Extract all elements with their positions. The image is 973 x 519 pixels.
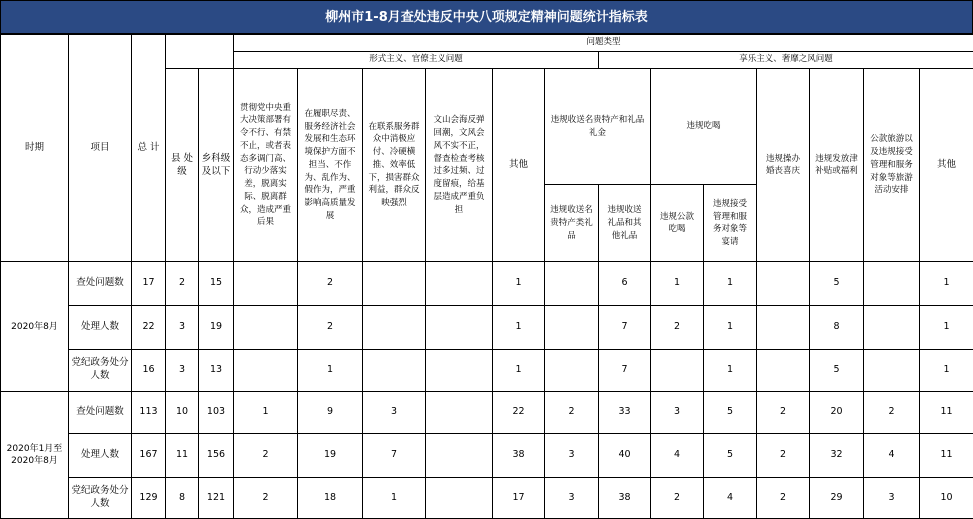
data-cell: 2 <box>234 433 298 477</box>
header-total: 总 计 <box>132 35 166 262</box>
data-cell: 5 <box>810 262 864 305</box>
data-cell <box>864 262 920 305</box>
data-cell <box>545 305 599 349</box>
header-gifts-other: 违规收送礼品和其他礼品 <box>599 185 651 262</box>
data-cell: 9 <box>298 391 363 433</box>
header-formalism-duty: 在履职尽责、服务经济社会发展和生态环境保护方面不担当、不作为、乱作为、假作为，严重影响高质量发展 <box>298 69 363 262</box>
data-cell: 8 <box>166 477 199 518</box>
header-gifts-specialty: 违规收送名贵特产类礼品 <box>545 185 599 262</box>
row-item-label: 处理人数 <box>69 305 132 349</box>
data-cell: 2 <box>545 391 599 433</box>
data-cell: 1 <box>651 262 704 305</box>
data-cell <box>864 305 920 349</box>
table-row <box>1 433 973 477</box>
data-cell: 2 <box>298 262 363 305</box>
data-cell: 10 <box>166 391 199 433</box>
data-cell: 11 <box>166 433 199 477</box>
data-cell: 3 <box>363 391 426 433</box>
header-hedonism-other: 其他 <box>920 69 973 262</box>
data-cell: 10 <box>920 477 973 518</box>
data-cell: 5 <box>704 391 757 433</box>
header-dining-public: 违规公款吃喝 <box>651 185 704 262</box>
row-item-label: 查处问题数 <box>69 262 132 305</box>
data-cell: 1 <box>704 262 757 305</box>
data-cell: 1 <box>493 349 545 391</box>
data-cell <box>545 262 599 305</box>
data-cell: 4 <box>651 433 704 477</box>
data-cell: 121 <box>199 477 234 518</box>
data-cell: 2 <box>651 305 704 349</box>
data-cell: 8 <box>810 305 864 349</box>
data-cell: 2 <box>234 477 298 518</box>
header-problem-type: 问题类型 <box>234 35 973 52</box>
header-formalism-meetings: 文山会海反弹回潮，文风会风不实不正，督查检查考核过多过频、过度留痕，给基层造成严重负担 <box>426 69 493 262</box>
row-item-label: 党纪政务处分人数 <box>69 349 132 391</box>
data-cell: 1 <box>704 305 757 349</box>
data-cell: 167 <box>132 433 166 477</box>
data-cell: 16 <box>132 349 166 391</box>
data-cell: 3 <box>864 477 920 518</box>
data-cell <box>363 262 426 305</box>
data-cell: 38 <box>493 433 545 477</box>
data-cell: 2 <box>166 262 199 305</box>
header-formalism-other: 其他 <box>493 69 545 262</box>
data-cell: 1 <box>298 349 363 391</box>
data-cell: 6 <box>599 262 651 305</box>
data-cell: 3 <box>545 477 599 518</box>
header-dining: 违规吃喝 <box>651 69 757 185</box>
data-cell: 3 <box>651 391 704 433</box>
data-cell: 3 <box>166 349 199 391</box>
data-cell <box>234 349 298 391</box>
header-item: 项目 <box>69 35 132 262</box>
data-cell <box>426 477 493 518</box>
data-cell: 7 <box>599 349 651 391</box>
data-cell: 2 <box>298 305 363 349</box>
data-cell <box>426 349 493 391</box>
data-cell: 32 <box>810 433 864 477</box>
data-cell: 38 <box>599 477 651 518</box>
data-cell: 17 <box>493 477 545 518</box>
header-formalism-decisions: 贯彻党中央重大决策部署有令不行、有禁不止，或者表态多调门高、行动少落实差，脱离实际、脱离群众，造成严重后果 <box>234 69 298 262</box>
data-cell: 1 <box>493 305 545 349</box>
row-item-label: 查处问题数 <box>69 391 132 433</box>
table-row <box>1 349 973 391</box>
table-row <box>1 262 973 305</box>
data-cell: 4 <box>864 433 920 477</box>
data-cell: 1 <box>920 305 973 349</box>
data-cell: 40 <box>599 433 651 477</box>
data-cell: 29 <box>810 477 864 518</box>
data-cell: 1 <box>493 262 545 305</box>
data-cell: 1 <box>234 391 298 433</box>
row-item-label: 处理人数 <box>69 433 132 477</box>
data-cell: 3 <box>545 433 599 477</box>
table-row <box>1 477 973 518</box>
data-cell: 22 <box>132 305 166 349</box>
header-formalism-service: 在联系服务群众中消极应付、冷硬横推、效率低下，损害群众利益，群众反映强烈 <box>363 69 426 262</box>
data-cell: 19 <box>298 433 363 477</box>
header-travel: 公款旅游以及违规接受管理和服务对象等旅游活动安排 <box>864 69 920 262</box>
header-gifts: 违规收送名贵特产和礼品礼金 <box>545 69 651 185</box>
data-cell: 5 <box>810 349 864 391</box>
data-cell: 18 <box>298 477 363 518</box>
data-cell: 1 <box>920 262 973 305</box>
row-item-label: 党纪政务处分人数 <box>69 477 132 518</box>
data-cell: 5 <box>704 433 757 477</box>
data-cell <box>426 391 493 433</box>
data-cell: 4 <box>704 477 757 518</box>
data-cell: 33 <box>599 391 651 433</box>
data-cell: 103 <box>199 391 234 433</box>
header-county-level: 县 处 级 <box>166 69 199 262</box>
data-cell: 11 <box>920 433 973 477</box>
data-cell: 156 <box>199 433 234 477</box>
period-label: 2020年8月 <box>1 262 69 391</box>
header-period: 时期 <box>1 35 69 262</box>
data-cell: 2 <box>651 477 704 518</box>
table-row <box>1 305 973 349</box>
data-cell: 2 <box>757 391 810 433</box>
data-cell: 19 <box>199 305 234 349</box>
data-cell <box>234 305 298 349</box>
data-cell: 7 <box>599 305 651 349</box>
data-cell <box>864 349 920 391</box>
statistics-table <box>0 34 973 519</box>
data-cell: 129 <box>132 477 166 518</box>
header-hedonism: 享乐主义、奢靡之风问题 <box>599 52 973 69</box>
data-cell <box>234 262 298 305</box>
data-cell <box>757 262 810 305</box>
data-cell: 11 <box>920 391 973 433</box>
header-dining-banquet: 违规接受管理和服务对象等宴请 <box>704 185 757 262</box>
header-allowance: 违规发放津补贴或福利 <box>810 69 864 262</box>
header-wedding: 违规操办婚丧喜庆 <box>757 69 810 262</box>
header-township-level: 乡科级及以下 <box>199 69 234 262</box>
data-cell <box>545 349 599 391</box>
data-cell: 22 <box>493 391 545 433</box>
data-cell <box>757 349 810 391</box>
data-cell: 15 <box>199 262 234 305</box>
data-cell <box>426 433 493 477</box>
header-blank <box>166 35 234 69</box>
data-cell: 113 <box>132 391 166 433</box>
data-cell: 1 <box>920 349 973 391</box>
data-cell: 2 <box>757 433 810 477</box>
data-cell: 1 <box>363 477 426 518</box>
data-cell: 13 <box>199 349 234 391</box>
data-cell: 17 <box>132 262 166 305</box>
data-cell <box>757 305 810 349</box>
data-cell: 2 <box>757 477 810 518</box>
data-cell <box>363 349 426 391</box>
header-formalism: 形式主义、官僚主义问题 <box>234 52 599 69</box>
data-cell: 7 <box>363 433 426 477</box>
data-cell: 3 <box>166 305 199 349</box>
data-cell <box>426 305 493 349</box>
data-cell <box>651 349 704 391</box>
data-cell: 20 <box>810 391 864 433</box>
period-label: 2020年1月至2020年8月 <box>1 391 69 518</box>
data-cell <box>363 305 426 349</box>
data-cell <box>426 262 493 305</box>
table-row <box>1 391 973 433</box>
data-cell: 2 <box>864 391 920 433</box>
data-cell: 1 <box>704 349 757 391</box>
table-title: 柳州市1-8月查处违反中央八项规定精神问题统计指标表 <box>0 0 973 34</box>
